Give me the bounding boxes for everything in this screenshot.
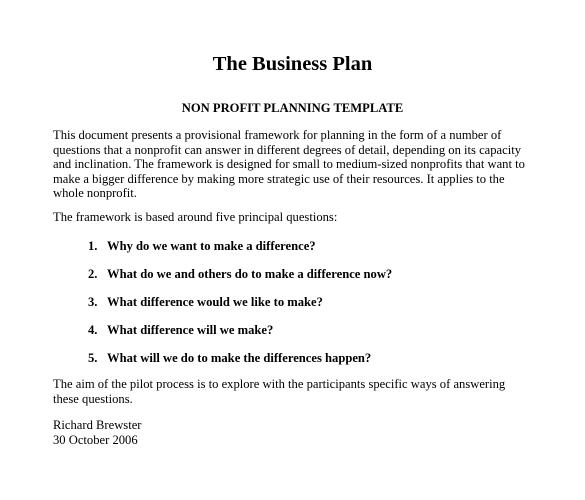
question-item bbox=[88, 294, 392, 322]
document-date: 30 October 2006 bbox=[53, 433, 138, 447]
author-name: Richard Brewster bbox=[53, 418, 142, 432]
question-item bbox=[88, 350, 392, 378]
question-text: What difference will we make? bbox=[107, 323, 274, 337]
question-number: 4. bbox=[88, 323, 98, 337]
question-text: What will we do to make the differences happen? bbox=[107, 351, 372, 365]
intro-paragraph: This document presents a provisional framework for planning in the form of a number of questions that a nonprofit can answer in different degrees of detail, depending on its capacity and inclination. The framework is designed for small to medium-sized nonprofits that want to make a bigger difference by making more strategic use of their resources. It applies to the whole nonprofit. bbox=[53, 128, 525, 201]
lead-paragraph: The framework is based around five principal questions: bbox=[53, 210, 338, 224]
question-item bbox=[88, 238, 392, 266]
question-text: Why do we want to make a difference? bbox=[107, 239, 316, 253]
question-number: 5. bbox=[88, 351, 98, 365]
question-number: 3. bbox=[88, 295, 98, 309]
document-title: The Business Plan bbox=[212, 53, 373, 75]
question-item bbox=[88, 322, 392, 350]
aim-paragraph: The aim of the pilot process is to explore with the participants specific ways of answering these questions. bbox=[53, 377, 506, 406]
principal-questions-list bbox=[88, 238, 392, 378]
document-subtitle: NON PROFIT PLANNING TEMPLATE bbox=[181, 101, 404, 115]
question-number: 1. bbox=[88, 239, 98, 253]
question-text: What difference would we like to make? bbox=[107, 295, 323, 309]
question-number: 2. bbox=[88, 267, 98, 281]
question-item bbox=[88, 266, 392, 294]
question-text: What do we and others do to make a difference now? bbox=[107, 267, 393, 281]
